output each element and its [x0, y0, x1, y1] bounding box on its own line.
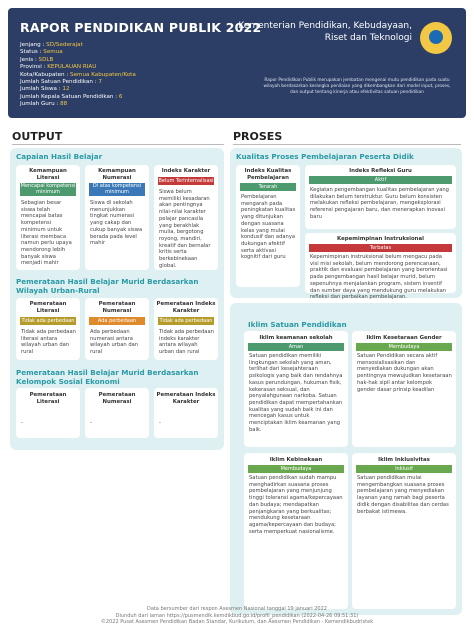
output-panel: [10, 148, 224, 450]
meta-row: Kota/Kabupaten : Semua Kabupaten/Kota: [20, 71, 136, 78]
status-badge: Aman: [248, 343, 344, 351]
pemerataan-wilayah-heading: Pemerataan Hasil Belajar Murid Berdasarkan Wilayah Urban-Rural: [16, 277, 199, 295]
meta-row: Jumlah Siswa : 12: [20, 86, 70, 93]
meta-row: Provinsi : KEPULAUAN RIAU: [20, 64, 97, 71]
card-pemerataan-numerasi: Pemerataan Numerasi Ada perbedaan Ada perbedaan numerasi antara wilayah urban dan rural: [85, 298, 149, 360]
footer-download-link[interactable]: Diunduh dari laman https://pusmendik.kemdikbud.go.id/profil_pendidikan (2022-04-26 09:51:31): [115, 612, 359, 619]
card-indeks-karakter: Indeks Karakter Belum Terinternalisasi Siswa belum memiliki kesadaran akan pentingnya nilai-nilai karakter pelajar pancasila yang berakhlak mulia, bergotong royong, mandiri, kreatif dan bernalar kritis serta berkebinekaan global.: [154, 165, 218, 270]
footer-copyright: ©2022 Pusat Asesmen Pendidikan Badan Standar, Kurikulum, dan Asesmen Pendidikan - Kemendikbudristek: [100, 619, 374, 626]
kualitas-heading: Kualitas Proses Pembelajaran Peserta Didik: [236, 152, 414, 161]
card-indeks-kualitas: Indeks Kualitas Pembelajaran Terarah Pembelajaran mengarah pada peningkatan kualitas yang ditunjukan dengan suasana kelas yang mulai kondusif dan adanya dukungan afektif serta aktivasi kognitif dari guru: [236, 165, 300, 287]
meta-row: Jumlah Kepala Satuan Pendidikan : 6: [20, 93, 123, 100]
card-iklim-kebinekaan: Iklim Kebinekaan Membudaya Satuan pendidikan sudah mampu menghadirkan suasana proses pembelajaran yang menjunjung tinggi toleransi agama/kepercayaan dan budaya; mendapatkan penjangkaran yang berkualitas; mendukung kesetaraan agama/kepercayaan dan budaya; serta memperkuat nasionalisme.: [244, 453, 348, 609]
status-badge: Terarah: [240, 183, 296, 191]
card-sosial-literasi: Pemerataan Literasi -: [16, 388, 80, 438]
meta-row: Jumlah Satuan Pendidikan : 7: [20, 79, 102, 86]
card-iklim-inklusivitas: Iklim Inklusivitas Inklusif Satuan pendidikan mulai mengembangkan suasana proses pembelajaran yang menyediakan layanan yang ramah bagi peserta didik dengan disabilitas dan cerdas berbakat istimewa.: [352, 453, 456, 609]
proses-divider: [233, 144, 461, 145]
proses-title: PROSES: [233, 130, 283, 143]
meta-row: Jenis : SDLB: [20, 56, 54, 63]
pemerataan-sosial-heading: Pemerataan Hasil Belajar Murid Berdasarkan Kelompok Sosial Ekonomi: [16, 368, 199, 386]
status-badge: Mencapai kompetensi minimum: [20, 183, 76, 196]
ministry-logo-icon: [420, 22, 452, 54]
status-badge: Membudaya: [248, 465, 344, 473]
footer-source: Data bersumber dari respon Asesmen Nasional tanggal 19 januari 2022: [147, 606, 327, 612]
footer: [0, 606, 474, 626]
report-header: [8, 8, 466, 118]
card-literasi: Kemampuan Literasi Mencapai kompetensi minimum Sebagian besar siswa telah mencapai batas kompetensi minimum untuk literasi membaca namun perlu upaya mendorong lebih banyak siswa menjadi mahir: [16, 165, 80, 270]
output-divider: [12, 144, 224, 145]
meta-row: Status : Semua: [20, 49, 63, 56]
iklim-panel: [230, 303, 462, 615]
output-title: OUTPUT: [12, 130, 63, 143]
status-badge: Membudaya: [356, 343, 452, 351]
kualitas-panel: [230, 148, 462, 301]
card-pemerataan-literasi: Pemerataan Literasi Tidak ada perbedaan Tidak ada perbedaan literasi antara wilayah urban dan rural: [16, 298, 80, 360]
status-badge: Tidak ada perbedaan: [21, 318, 75, 324]
report-title: RAPOR PENDIDIKAN PUBLIK 2022: [20, 20, 262, 35]
card-sosial-karakter: Pemerataan Indeks Karakter -: [154, 388, 218, 438]
status-badge: Di atas kompetensi minimum: [89, 183, 145, 196]
report-description: Rapor Pendidikan Publik merupakan jembatan mengenai mutu pendidikan pada suatu wilayah berdasarkan kerangka penilaian yang dikembangkan dari model input, proses, dan output tentang kinerja atau efektivitas satuan pendidikan: [263, 78, 451, 95]
iklim-heading: Iklim Satuan Pendidikan: [248, 320, 347, 329]
status-badge: Terbatas: [309, 244, 452, 252]
card-iklim-gender: Iklim Kesetaraan Gender Membudaya Satuan Pendidikan secara aktif mensosialisasikan dan menyediakan dukungan akan pentingnya mewujudkan kesetaraan hak-hak sipil antar kelompok gender dasar prinsip keadilan: [352, 331, 456, 447]
card-sosial-numerasi: Pemerataan Numerasi -: [85, 388, 149, 438]
status-badge: Tidak ada perbedaan: [159, 318, 213, 324]
meta-row: Jenjang : SD/Sederajat: [20, 42, 83, 48]
card-refleksi-guru: Indeks Refleksi Guru Aktif Kegiatan pengembangan kualitas pembelajaran yang dilakukan belum terstruktur. Guru belum konsisten melakukan refleksi pembelajaran, mengeksplorasi referensi pengajaran baru, dan menerapkan inovasi baru: [305, 165, 456, 229]
ministry-name: Kementerian Pendidikan, Kebudayaan, Riset dan Teknologi: [238, 21, 412, 43]
capaian-heading: Capaian Hasil Belajar: [16, 152, 103, 161]
status-badge: Inklusif: [356, 465, 452, 473]
report-meta: [20, 42, 136, 109]
status-badge: Aktif: [309, 176, 452, 184]
card-kepemimpinan: Kepemimpinan Instruksional Terbatas Kepemimpinan instruksional belum mengacu pada visi misi sekolah, belum mendorong perencanaan, praktik dan evaluasi pembelajaran yang berorientasi pada pengembangan hasil belajar murid, belum sepenuhnya menjalankan program, sistem insentif dan sumber daya yang mendukung guru melakukan refleksi dan perbaikan pembelajaran.: [305, 233, 456, 293]
card-iklim-keamanan: Iklim keamanan sekolah Aman Satuan pendidikan memiliki lingkungan sekolah yang aman, terlihat dari kesejahteraan psikologis yang baik dan rendahnya kasus perundungan, hukuman fisik, kekerasan seksual, dan penyalahgunaan narkoba. Satuan pendidikan dapat mempertahankan kualitas yang sudah baik ini dan mencegah kasus untuk menciptakan iklim keamanan yang baik.: [244, 331, 348, 447]
status-badge: Belum Terinternalisasi: [158, 178, 214, 184]
meta-row: Jumlah Guru : 88: [20, 101, 68, 108]
card-numerasi: Kemampuan Numerasi Di atas kompetensi minimum Siswa di sekolah menunjukkan tingkat numerasi yang cakap dan cukup banyak siswa berada pada level mahir: [85, 165, 149, 270]
card-pemerataan-karakter: Pemerataan Indeks Karakter Tidak ada perbedaan Tidak ada perbedaan indeks karakter antara wilayah urban dan rural: [154, 298, 218, 360]
status-badge: Ada perbedaan: [89, 317, 145, 325]
